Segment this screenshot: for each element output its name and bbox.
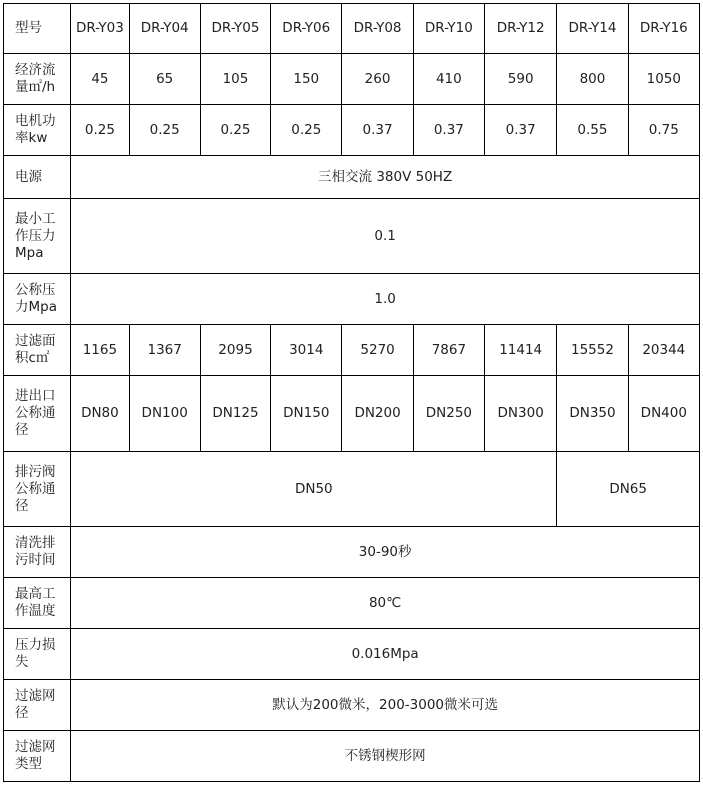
drain-valve-value-b: DN65 [557,452,700,527]
label-inlet-outlet: 进出口公称通径 [4,376,71,452]
inlet-outlet-cell: DN125 [200,376,270,452]
motor-cell: 0.25 [200,105,270,156]
drain-valve-value-a: DN50 [71,452,557,527]
row-min-pressure [4,199,700,274]
filter-area-cell: 15552 [557,325,628,376]
motor-cell: 0.37 [485,105,557,156]
row-inlet-outlet [4,376,700,452]
min-pressure-value: 0.1 [71,199,700,274]
model-cell: DR-Y16 [628,4,699,54]
row-pressure-loss [4,629,700,680]
flow-cell: 260 [342,54,413,105]
model-cell: DR-Y03 [71,4,129,54]
row-clean-time [4,527,700,578]
flow-cell: 45 [71,54,129,105]
inlet-outlet-cell: DN80 [71,376,129,452]
filter-area-cell: 1367 [129,325,200,376]
inlet-outlet-cell: DN350 [557,376,628,452]
row-mesh-type [4,731,700,782]
flow-cell: 410 [413,54,484,105]
inlet-outlet-cell: DN150 [271,376,342,452]
motor-cell: 0.55 [557,105,628,156]
flow-cell: 65 [129,54,200,105]
flow-cell: 150 [271,54,342,105]
inlet-outlet-cell: DN250 [413,376,484,452]
model-cell: DR-Y14 [557,4,628,54]
power-value: 三相交流 380V 50HZ [71,156,700,199]
inlet-outlet-cell: DN400 [628,376,699,452]
label-power: 电源 [4,156,71,199]
model-cell: DR-Y06 [271,4,342,54]
row-mesh-size [4,680,700,731]
nominal-pressure-value: 1.0 [71,274,700,325]
max-temp-value: 80℃ [71,578,700,629]
filter-area-cell: 1165 [71,325,129,376]
row-nominal-pressure [4,274,700,325]
filter-area-cell: 7867 [413,325,484,376]
label-mesh-type: 过滤网类型 [4,731,71,782]
flow-cell: 590 [485,54,557,105]
mesh-size-value: 默认为200微米，200-3000微米可选 [71,680,700,731]
motor-cell: 0.37 [342,105,413,156]
pressure-loss-value: 0.016Mpa [71,629,700,680]
label-max-temp: 最高工作温度 [4,578,71,629]
motor-cell: 0.25 [71,105,129,156]
row-filter-area [4,325,700,376]
label-min-pressure: 最小工作压力Mpa [4,199,71,274]
label-mesh-size: 过滤网径 [4,680,71,731]
filter-area-cell: 2095 [200,325,270,376]
flow-cell: 105 [200,54,270,105]
spec-table [3,3,700,782]
model-cell: DR-Y10 [413,4,484,54]
row-model [4,4,700,54]
model-cell: DR-Y05 [200,4,270,54]
filter-area-cell: 5270 [342,325,413,376]
inlet-outlet-cell: DN100 [129,376,200,452]
row-motor [4,105,700,156]
model-cell: DR-Y12 [485,4,557,54]
motor-cell: 0.37 [413,105,484,156]
label-filter-area: 过滤面积c㎡ [4,325,71,376]
row-drain-valve [4,452,700,527]
label-clean-time: 清洗排污时间 [4,527,71,578]
filter-area-cell: 20344 [628,325,699,376]
clean-time-value: 30-90秒 [71,527,700,578]
filter-area-cell: 3014 [271,325,342,376]
motor-cell: 0.25 [271,105,342,156]
label-drain-valve: 排污阀公称通径 [4,452,71,527]
row-power [4,156,700,199]
label-pressure-loss: 压力损失 [4,629,71,680]
label-motor: 电机功率kw [4,105,71,156]
flow-cell: 800 [557,54,628,105]
label-flow: 经济流量㎡/h [4,54,71,105]
flow-cell: 1050 [628,54,699,105]
filter-area-cell: 11414 [485,325,557,376]
inlet-outlet-cell: DN300 [485,376,557,452]
row-max-temp [4,578,700,629]
inlet-outlet-cell: DN200 [342,376,413,452]
model-cell: DR-Y04 [129,4,200,54]
mesh-type-value: 不锈钢楔形网 [71,731,700,782]
motor-cell: 0.25 [129,105,200,156]
label-nominal-pressure: 公称压力Mpa [4,274,71,325]
label-model: 型号 [4,4,71,54]
model-cell: DR-Y08 [342,4,413,54]
row-flow [4,54,700,105]
motor-cell: 0.75 [628,105,699,156]
